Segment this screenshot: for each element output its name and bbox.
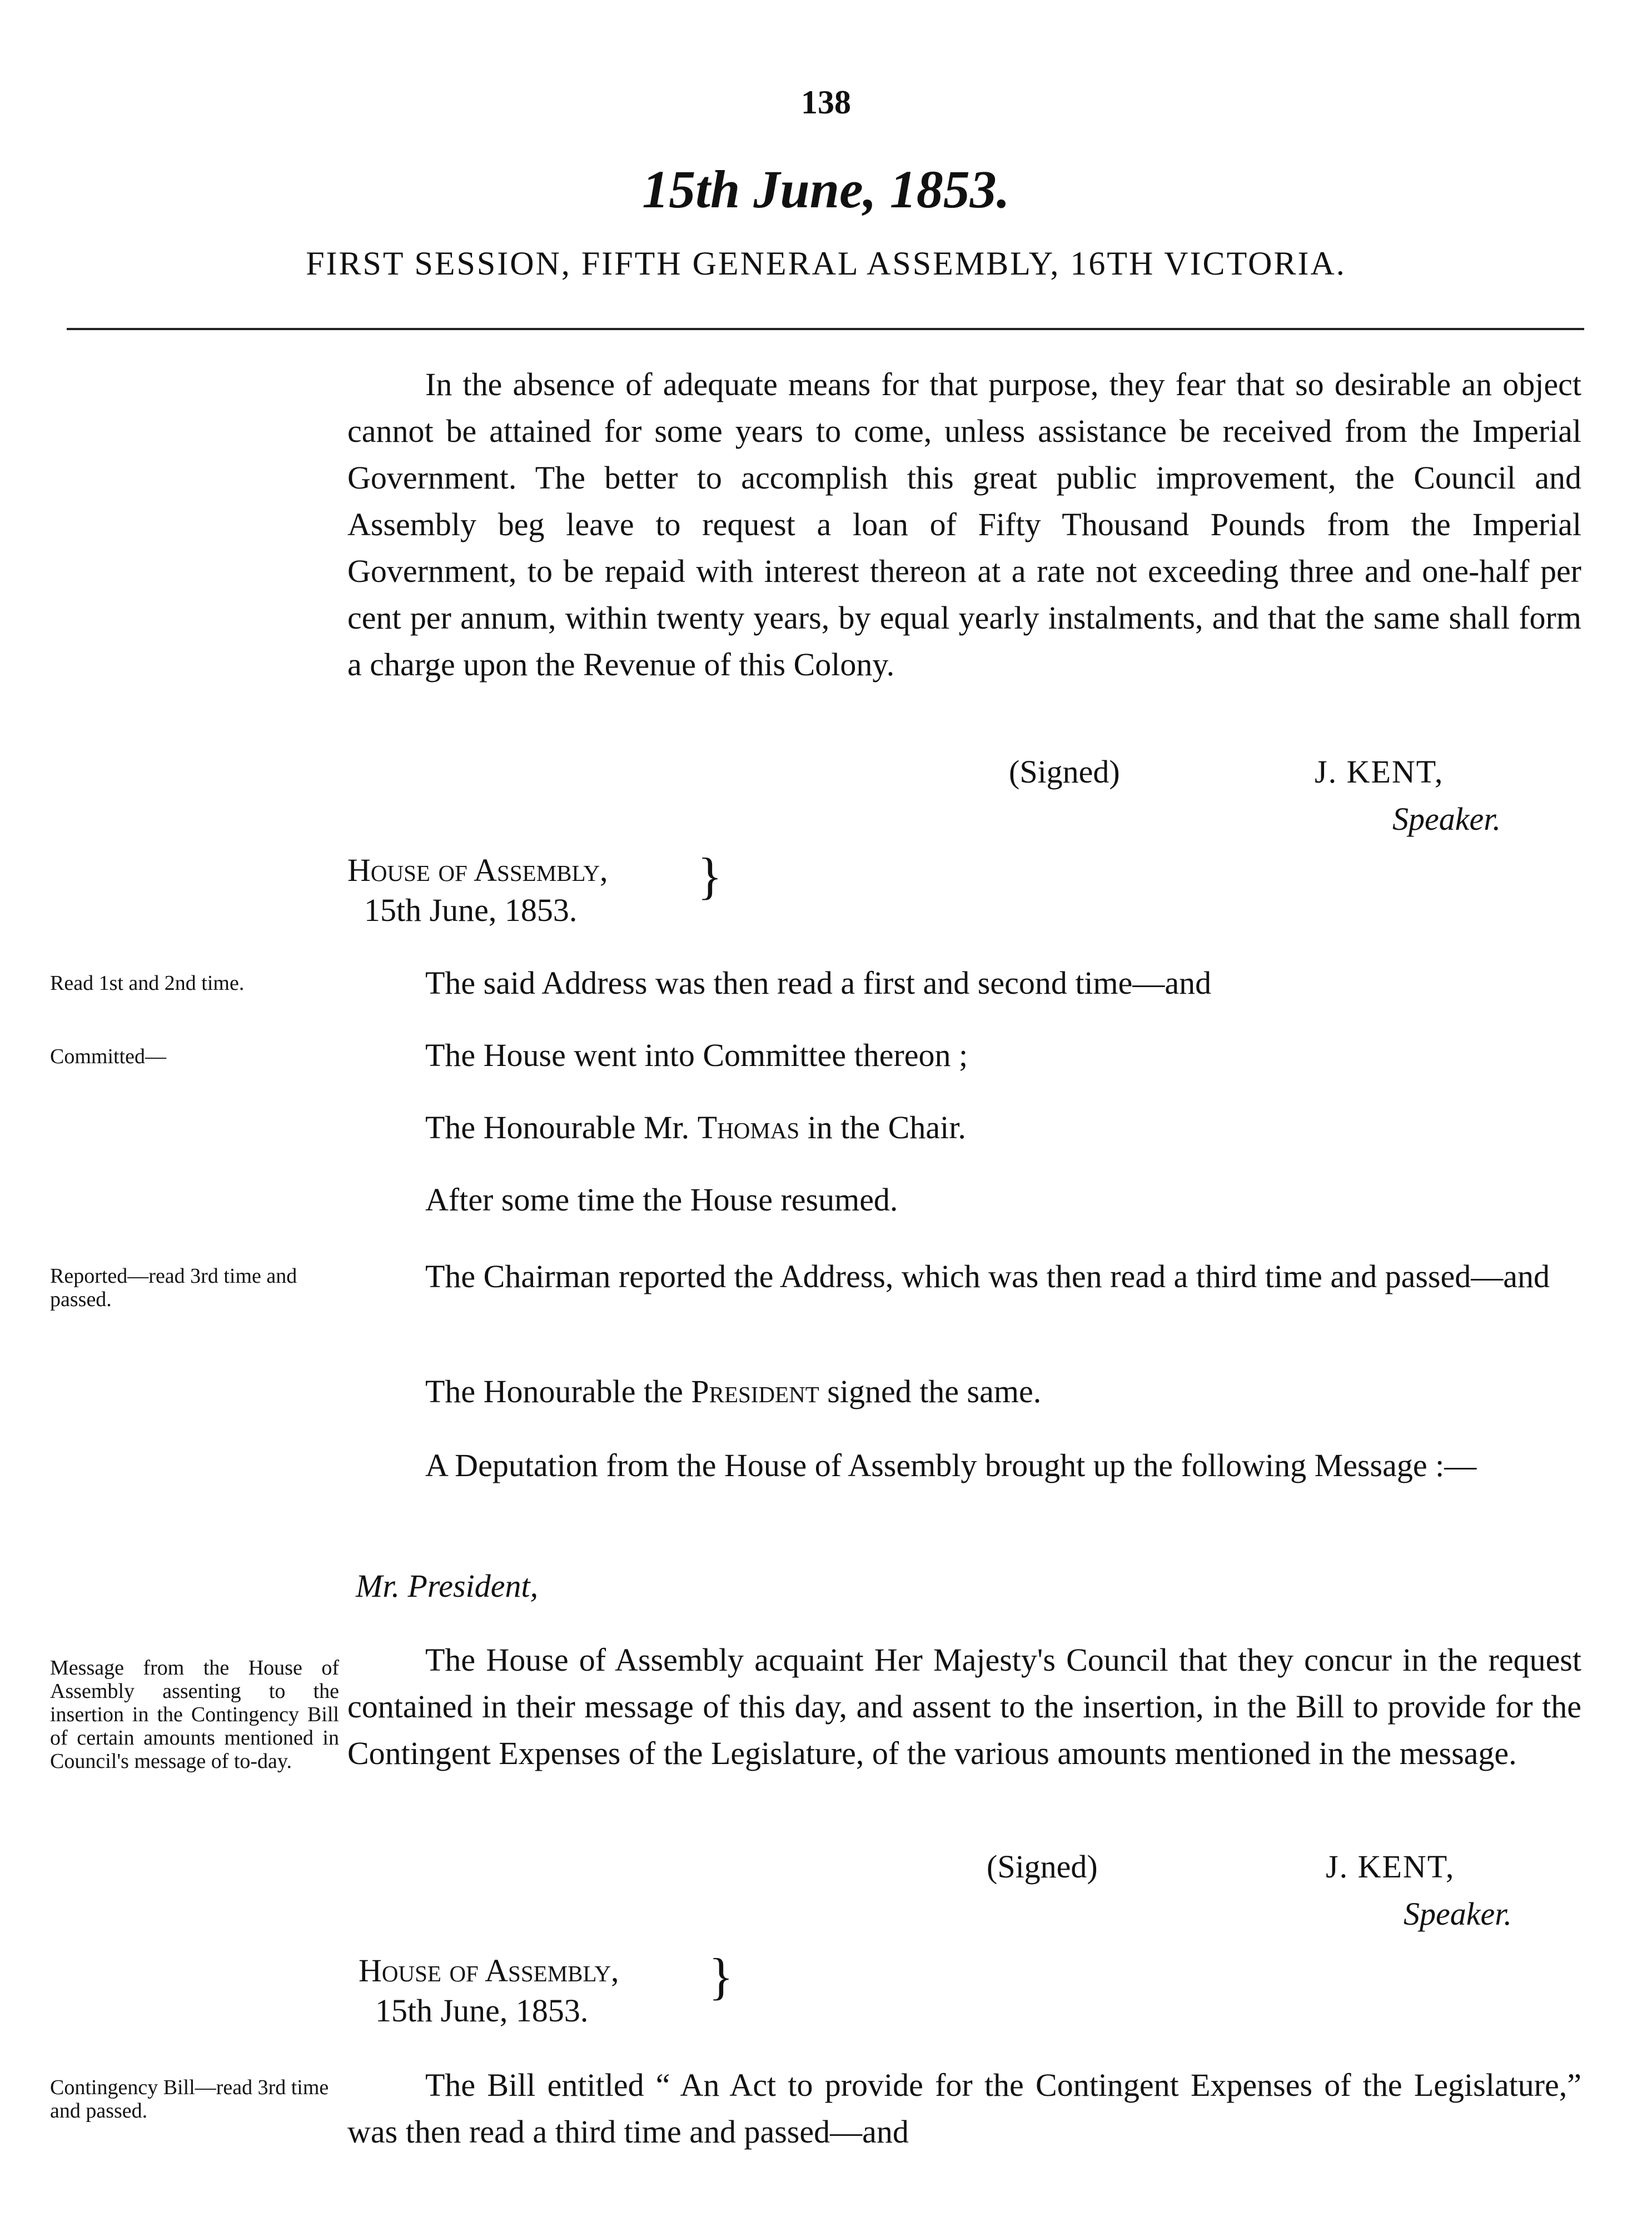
house-of-assembly-date-2: 15th June, 1853. — [375, 1992, 589, 2029]
line-resumed: After some time the House resumed. — [425, 1182, 898, 1218]
brace-icon: } — [709, 1948, 734, 2005]
page-number: 138 — [801, 84, 851, 121]
chair-post: in the Chair. — [807, 1109, 966, 1145]
salutation: Mr. President, — [356, 1568, 539, 1604]
signature-signed-2: (Signed) — [987, 1849, 1098, 1885]
signed-post: signed the same. — [827, 1373, 1042, 1409]
chair-pre: The Honourable Mr. — [425, 1109, 690, 1145]
line-deputation: A Deputation from the House of Assembly brought up the following Message :— — [425, 1447, 1477, 1483]
signature-title-2: Speaker. — [1404, 1896, 1512, 1932]
house-of-assembly-block — [347, 850, 608, 930]
address-paragraph: In the absence of adequate means for that purpose, they fear that so desirable an object cannot be attained for some years to come, unless assistance be received from the Imperial Government. The better to accomplish this great public improvement, the Council and Assembly beg leave to request a loan of Fifty Thousand Pounds from the Imperial Government, to be repaid with interest thereon at a rate not exceeding three and one-half per cent per annum, within twenty years, by equal yearly instalments, and that the same shall form a charge upon the Revenue of this Colony. — [347, 366, 1581, 682]
signature-signed: (Signed) — [1009, 754, 1120, 790]
margin-note-read: Read 1st and 2nd time. — [50, 971, 245, 995]
session-heading: FIRST SESSION, FIFTH GENERAL ASSEMBLY, 16TH VICTORIA. — [306, 245, 1346, 282]
line-reported: The Chairman reported the Address, which was then read a third time and passed—and — [425, 1258, 1550, 1294]
margin-note-reported: Reported—read 3rd time and passed. — [50, 1264, 297, 1311]
house-of-assembly-label-2: House of Assembly, — [359, 1952, 619, 1989]
bill-paragraph: The Bill entitled “ An Act to provide for the Contingent Expenses of the Legislature,” was then read a third time and passed—and — [347, 2067, 1581, 2150]
message-paragraph: The House of Assembly acquaint Her Majesty's Council that they concur in the request contained in their message of this day, and assent to the insertion, in the Bill to provide for the Contingent Expenses of the Legislature, of the various amounts mentioned in the message. — [347, 1642, 1581, 1771]
date-heading: 15th June, 1853. — [642, 160, 1010, 219]
line-committee: The House went into Committee thereon ; — [425, 1037, 968, 1073]
margin-note-committed: Committed— — [50, 1045, 166, 1068]
house-of-assembly-label: House of Assembly, — [347, 852, 608, 888]
signature-name: J. KENT, — [1315, 754, 1444, 790]
signed-name: President — [691, 1373, 819, 1409]
line-chair — [425, 1109, 966, 1146]
signed-pre: The Honourable the — [425, 1373, 683, 1409]
line-president-signed — [425, 1373, 1041, 1410]
chair-name: Thomas — [697, 1109, 800, 1145]
header-rule — [67, 328, 1584, 330]
line-read: The said Address was then read a first and second time—and — [425, 965, 1212, 1001]
margin-note-message: Message from the House of Assembly assenting to the insertion in the Contingency Bill of certain amounts mentioned in Council's message of to-day. — [50, 1656, 339, 1773]
signature-name-2: J. KENT, — [1326, 1849, 1455, 1885]
house-of-assembly-date: 15th June, 1853. — [364, 892, 578, 928]
margin-note-contingency: Contingency Bill—read 3rd time and passed. — [50, 2076, 329, 2123]
signature-title: Speaker. — [1392, 801, 1501, 837]
brace-icon: } — [698, 848, 723, 904]
house-of-assembly-block-2 — [359, 1951, 619, 2031]
